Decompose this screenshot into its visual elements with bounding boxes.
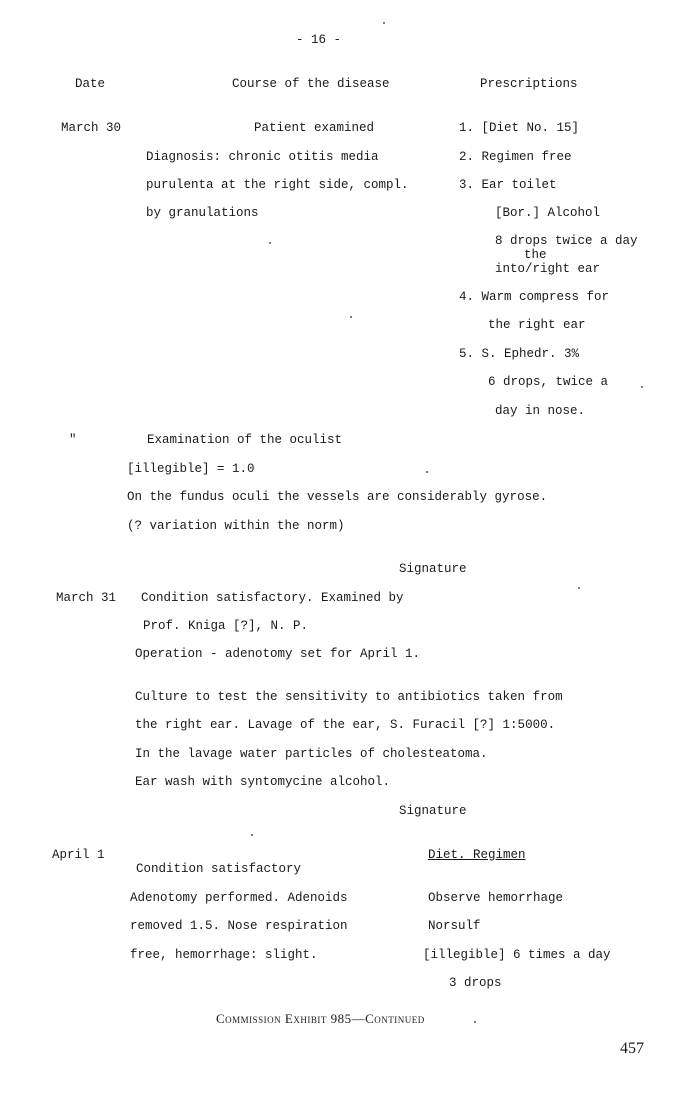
scan-speck [578,587,580,589]
april1-line: removed 1.5. Nose respiration [130,919,348,933]
column-header-date: Date [75,77,106,91]
oculist-line: On the fundus oculi the vessels are considerably gyrose. [127,490,548,504]
prescription-line: the [524,248,547,262]
diagnosis-line: by granulations [146,206,259,220]
prescription-line: 6 drops, twice a [488,375,609,389]
prescription-line: 3 drops [449,976,502,990]
oculist-heading: Examination of the oculist [147,433,343,447]
culture-line: the right ear. Lavage of the ear, S. Furacil [?] 1:5000. [135,718,556,732]
diagnosis-line: Diagnosis: chronic otitis media [146,150,379,164]
march31-line: Operation - adenotomy set for April 1. [135,647,421,661]
culture-line: Ear wash with syntomycine alcohol. [135,775,391,789]
prescription-line: 8 drops twice a day [495,234,638,248]
scan-speck [383,22,385,24]
prescription-line: the right ear [488,318,586,332]
prescription-line: 5. S. Ephedr. 3% [459,347,580,361]
diagnosis-line: purulenta at the right side, compl. [146,178,409,192]
march31-line: Condition satisfactory. Examined by [141,591,404,605]
april1-line: Adenotomy performed. Adenoids [130,891,348,905]
culture-line: In the lavage water particles of cholesteatoma. [135,747,488,761]
oculist-line: [illegible] = 1.0 [127,462,255,476]
prescription-line: 4. Warm compress for [459,290,610,304]
page-marker: - 16 - [296,33,342,47]
oculist-line: (? variation within the norm) [127,519,345,533]
signature-label: Signature [399,562,467,576]
prescription-line: Norsulf [428,919,481,933]
prescription-line: 3. Ear toilet [459,178,557,192]
entry-date-march-31: March 31 [56,591,117,605]
april1-condition: Condition satisfactory [136,862,302,876]
entry-date-march-30: March 30 [61,121,122,135]
entry-date-april-1: April 1 [52,848,105,862]
march31-line: Prof. Kniga [?], N. P. [143,619,309,633]
scan-speck [641,386,643,388]
culture-line: Culture to test the sensitivity to antibiotics taken from [135,690,563,704]
scan-speck [426,471,428,473]
prescription-line: 1. [Diet No. 15] [459,121,580,135]
prescription-line: [Bor.] Alcohol [495,206,601,220]
scan-speck [474,1021,476,1023]
prescription-line: into/right ear [495,262,601,276]
signature-label: Signature [399,804,467,818]
prescription-line: [illegible] 6 times a day [423,948,611,962]
page-number: 457 [620,1040,644,1057]
scan-speck [269,242,271,244]
exhibit-caption: Commission Exhibit 985—Continued [216,1011,425,1026]
column-header-prescriptions: Prescriptions [480,77,578,91]
scan-speck [350,316,352,318]
prescription-line: day in nose. [495,404,586,418]
ditto-mark: " [69,433,77,447]
prescription-line: 2. Regimen free [459,150,572,164]
prescription-line: Observe hemorrhage [428,891,564,905]
april1-prescriptions-heading: Diet. Regimen [428,848,526,862]
april1-line: free, hemorrhage: slight. [130,948,318,962]
patient-examined-text: Patient examined [254,121,375,135]
column-header-course: Course of the disease [232,77,390,91]
scan-speck [251,834,253,836]
